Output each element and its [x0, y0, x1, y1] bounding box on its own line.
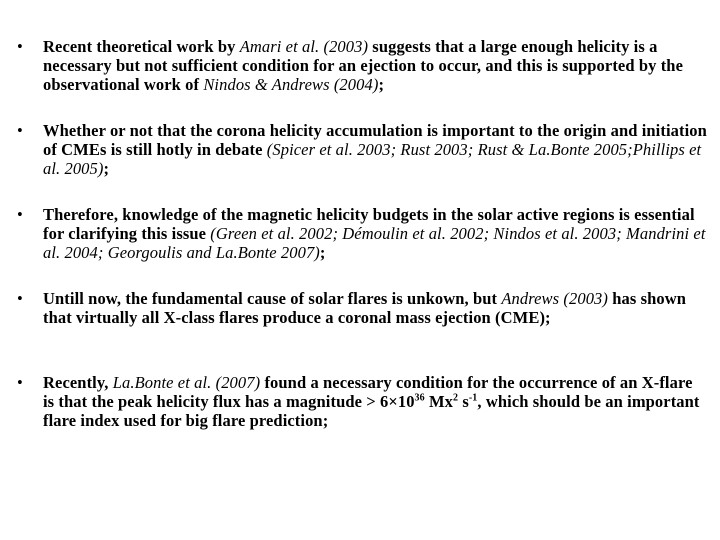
bullet-dot: • — [17, 205, 23, 224]
bullet-dot: • — [17, 121, 23, 140]
bullet-text: Mx — [424, 392, 453, 411]
bullet-text: Recent theoretical work by — [43, 37, 240, 56]
bullet-text: , which should be an important flare index used for big flare prediction; — [43, 392, 700, 430]
bullet-text: ; — [103, 159, 110, 178]
bullet-text: found a necessary condition for the occurrence of an X-flare is that the peak helicity flux has a magnitude > 6×10 — [43, 373, 693, 411]
bullet-dot: • — [17, 37, 23, 56]
bullet-text: s — [458, 392, 469, 411]
bullet-dot: • — [17, 373, 23, 392]
bullet-text: Untill now, the fundamental cause of solar flares is unkown, but — [43, 289, 502, 308]
bullet-text: suggests that a large enough helicity is a necessary but not sufficient condition for an ejection to occur, and this is supported by the observational work of — [43, 37, 683, 94]
exponent: 36 — [414, 392, 425, 404]
bullet-text: ; — [378, 75, 385, 94]
citation: (Green et al. 2002; Démoulin et al. 2002; Nindos et al. 2003; Mandrini et al. 2004; Georgoulis and La.Bonte 2007) — [43, 224, 706, 262]
bullet-text: Therefore, knowledge of the magnetic helicity budgets in the solar active regions is essential for clarifying this issue — [43, 205, 695, 243]
bullet-item-helicity-budgets — [17, 205, 707, 262]
citation: Andrews (2003) — [501, 289, 608, 308]
bullet-text: Whether or not that the corona helicity accumulation is important to the origin and initiation of CMEs is still hotly in debate — [43, 121, 707, 159]
bullet-text: ; — [319, 243, 326, 262]
citation: (Spicer et al. 2003; Rust 2003; Rust & La.Bonte 2005;Phillips et al. 2005) — [43, 140, 702, 178]
exponent: -1 — [468, 392, 478, 404]
citation: Amari et al. (2003) — [239, 37, 369, 56]
citation: La.Bonte et al. (2007) — [112, 373, 261, 392]
bullet-item-amari — [17, 37, 707, 94]
citation: Nindos & Andrews (2004) — [203, 75, 379, 94]
bullet-item-flare-cause — [17, 289, 707, 327]
bullet-item-xflare-condition — [17, 373, 707, 430]
bullet-text: Recently, — [43, 373, 113, 392]
bullet-dot: • — [17, 289, 23, 308]
exponent: 2 — [453, 392, 459, 404]
bullet-text: has shown that virtually all X-class flares produce a coronal mass ejection (CME); — [43, 289, 687, 327]
bullet-item-cme-debate — [17, 121, 707, 178]
